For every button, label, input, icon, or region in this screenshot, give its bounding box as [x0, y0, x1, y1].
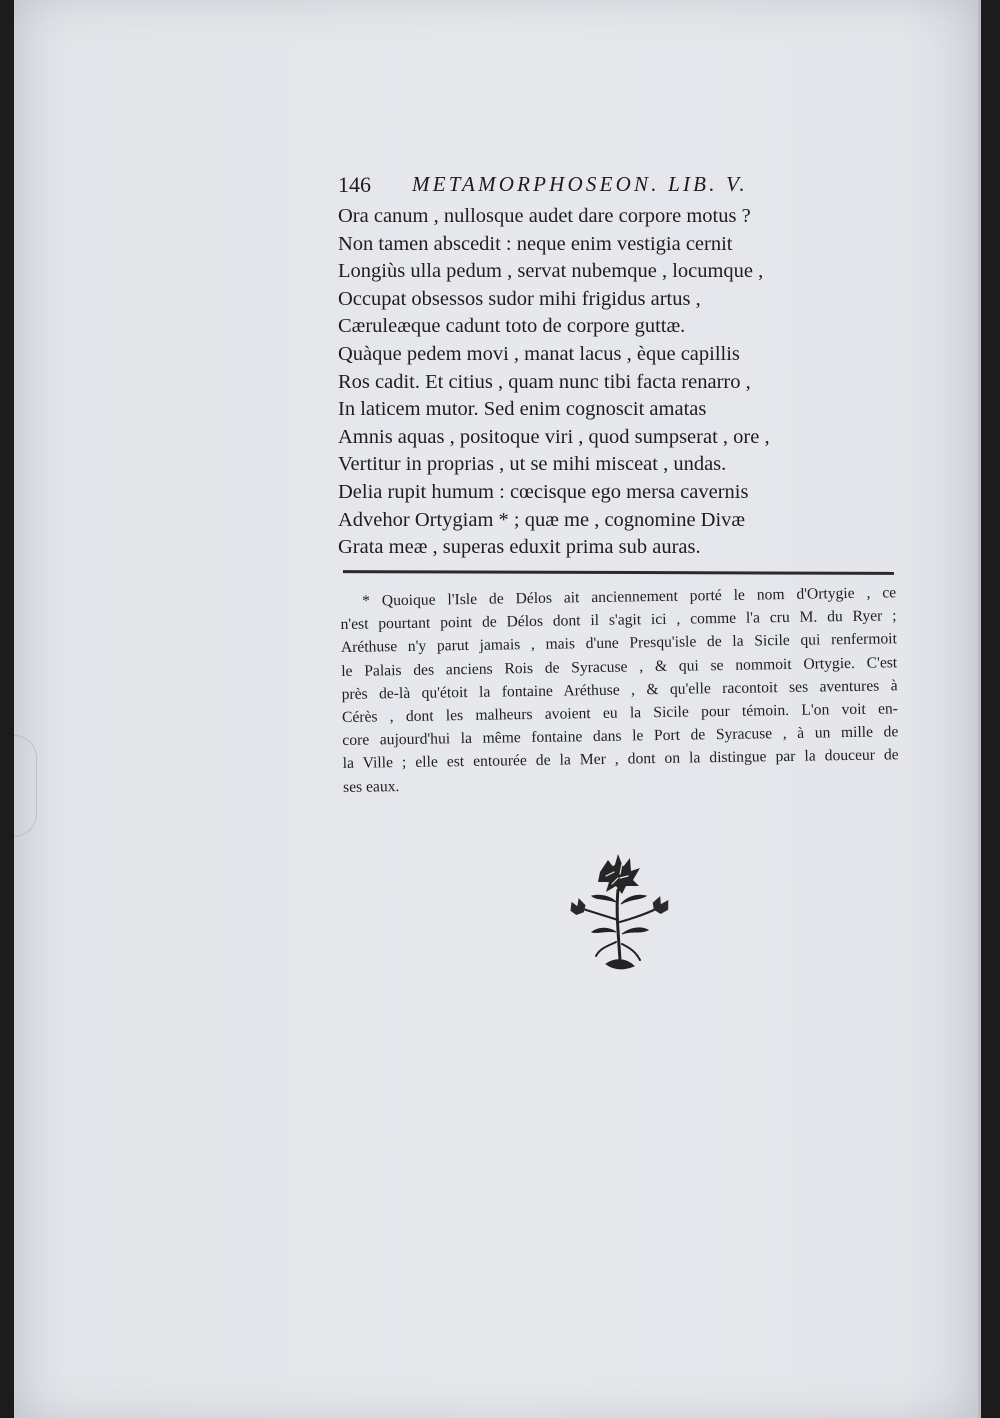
verse-line: Longiùs ulla pedum , servat nubemque , locumque , — [338, 260, 764, 283]
verse-line: Amnis aquas , positoque viri , quod sumpserat , ore , — [338, 425, 770, 448]
verse-line: Cæruleæque cadunt toto de corpore guttæ. — [338, 315, 686, 338]
page-edge-shadow — [14, 735, 37, 837]
verse-line: Occupat obsessos sudor mihi frigidus artus , — [338, 287, 701, 310]
verse-line: Advehor Ortygiam * ; quæ me , cognomine Divæ — [338, 508, 746, 531]
footnote-line: Cérès , dont les malheurs avoient eu la Sicile pour témoin. L'on voit en- — [341, 700, 899, 726]
footnote-line: le Palais des anciens Rois de Syracuse , & qui se nommoit Ortygie. C'est — [341, 653, 898, 680]
footnote-line: core aujourd'hui la même fontaine dans le Port de Syracuse , à un mille de — [342, 723, 899, 750]
footnote-line: n'est pourtant point de Délos dont il s'agit ici , comme l'a cru M. du Ryer ; — [340, 607, 897, 634]
footnote-line: ses eaux. — [342, 777, 400, 796]
verse-line: Grata meæ , superas eduxit prima sub auras. — [338, 536, 701, 559]
verse-block — [338, 203, 858, 562]
verse-line: Ros cadit. Et citius , quam nunc tibi facta renarro , — [338, 370, 751, 393]
footnote — [340, 581, 899, 799]
verse-line: Delia rupit humum : cœcisque ego mersa cavernis — [338, 480, 749, 503]
verse-line: Non tamen abscedit : neque enim vestigia cernit — [338, 232, 733, 255]
page-number: 146 — [338, 172, 371, 197]
footnote-line: la Ville ; elle est entourée de la Mer , dont on la distingue par la douceur de — [342, 746, 899, 773]
footnote-line-text: Quoique l'Isle de Délos ait anciennement porté le nom d'Ortygie , ce — [381, 584, 897, 610]
verse-line: Ora canum , nullosque audet dare corpore motus ? — [338, 205, 751, 227]
page-header — [338, 172, 818, 202]
verse-line: Quàque pedem movi , manat lacus , èque capillis — [338, 342, 740, 365]
footnote-marker: * — [362, 592, 371, 610]
verse-line: In laticem mutor. Sed enim cognoscit amatas — [338, 398, 707, 421]
carnation-flower-icon — [566, 850, 676, 975]
running-title: METAMORPHOSEON. LIB. V. — [412, 172, 748, 196]
verse-line: Vertitur in proprias , ut se mihi misceat , undas. — [338, 453, 727, 476]
footnote-line: près de-là qu'étoit la fontaine Aréthuse , & qu'elle racontoit ses aventures à — [341, 677, 898, 703]
footnote-line: Aréthuse n'y parut jamais , mais d'une Presqu'isle de la Sicile qui renfermoit — [340, 630, 897, 657]
